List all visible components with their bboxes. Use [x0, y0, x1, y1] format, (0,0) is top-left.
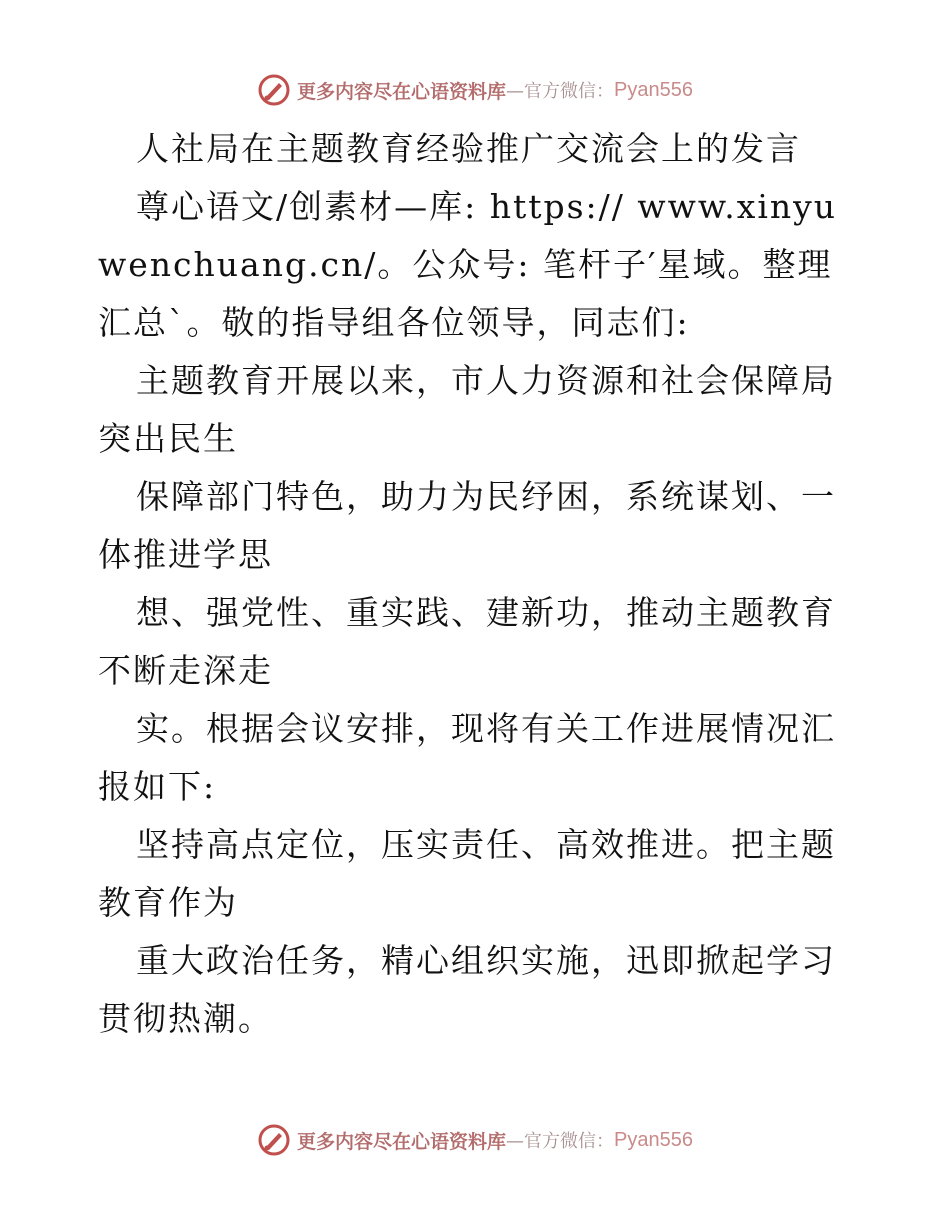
banner-wechat-id: Pyan556 — [614, 1128, 693, 1151]
paragraph: 坚持高点定位，压实责任、高效推进。把主题教育作为 — [98, 825, 836, 922]
paragraph: 想、强党性、重实践、建新功，推动主题教育不断走深走 — [98, 593, 836, 690]
pen-logo-icon — [257, 1123, 291, 1157]
paragraph: 重大政治任务，精心组织实施，迅即掀起学习贯彻热潮。 — [98, 941, 836, 1038]
banner-wechat-id: Pyan556 — [614, 78, 693, 101]
banner-wechat-label: —官方微信： — [506, 81, 615, 102]
banner-site-text: 更多内容尽在心语资料库 — [297, 1130, 507, 1153]
header-banner — [0, 70, 950, 110]
paragraph: 保障部门特色，助力为民纾困，系统谋划、一体推进学思 — [98, 477, 836, 574]
banner-site-text: 更多内容尽在心语资料库 — [297, 80, 507, 103]
banner-wechat-label: —官方微信： — [506, 1131, 615, 1152]
pen-logo-icon — [257, 73, 291, 107]
document-body — [98, 120, 858, 1048]
paragraph: 主题教育开展以来，市人力资源和社会保障局突出民生 — [98, 361, 836, 458]
paragraph: 实。根据会议安排，现将有关工作进展情况汇报如下: — [98, 709, 836, 806]
document-title: 人社局在主题教育经验推广交流会上的发言 — [136, 129, 801, 168]
footer-banner — [0, 1120, 950, 1160]
paragraph: 尊心语文/创素材—库: https:// www.xinyuwenchuang.cn/。公众号: 笔杆子′星域。整理汇总`。敬的指导组各位领导，同志们: — [98, 187, 838, 342]
